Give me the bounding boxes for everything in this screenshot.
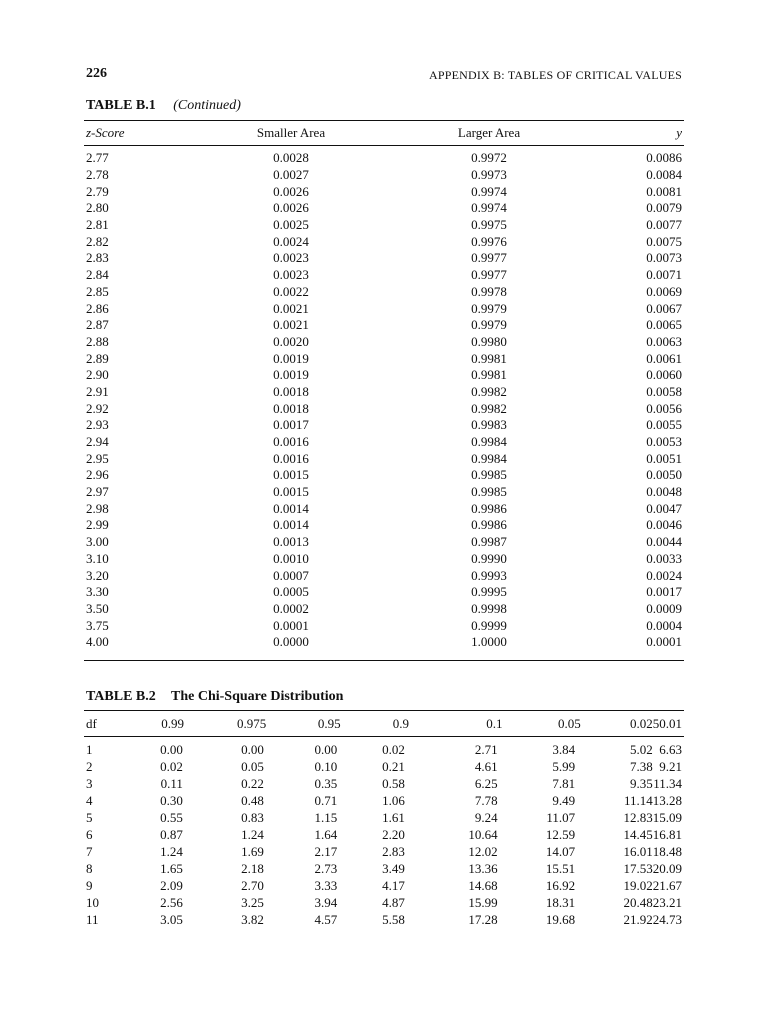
df-cell: 10 bbox=[86, 895, 99, 911]
chi-square-value-cell: 21.92 bbox=[623, 912, 653, 928]
smaller-area-cell: 0.0022 bbox=[273, 283, 309, 299]
table-row bbox=[84, 467, 684, 484]
z-score-cell: 2.93 bbox=[86, 417, 109, 433]
chi-square-value-cell: 0.22 bbox=[241, 775, 264, 791]
table-row bbox=[84, 434, 684, 451]
larger-area-cell: 1.0000 bbox=[471, 634, 507, 650]
z-score-cell: 2.85 bbox=[86, 283, 109, 299]
header-probability: 0.05 bbox=[557, 716, 581, 731]
chi-square-value-cell: 15.51 bbox=[545, 861, 576, 877]
larger-area-cell: 0.9974 bbox=[471, 183, 507, 199]
chi-square-value-cell: 6.25 bbox=[474, 775, 498, 791]
larger-area-cell: 0.9998 bbox=[471, 600, 507, 616]
table-row bbox=[84, 826, 684, 843]
table-b2-body bbox=[84, 741, 684, 929]
table-row bbox=[84, 250, 684, 267]
chi-square-value-cell: 19.02 bbox=[623, 878, 653, 894]
z-score-cell: 3.50 bbox=[86, 600, 109, 616]
chi-square-value-cell: 13.28 bbox=[652, 792, 682, 808]
chi-square-value-cell: 0.30 bbox=[160, 792, 183, 808]
table-row bbox=[84, 300, 684, 317]
chi-square-value-cell: 11.14 bbox=[623, 792, 653, 808]
z-score-cell: 2.87 bbox=[86, 317, 109, 333]
smaller-area-cell: 0.0010 bbox=[273, 550, 309, 566]
table-row bbox=[84, 634, 684, 651]
chi-square-value-cell: 5.99 bbox=[552, 758, 576, 774]
table-b2-title: The Chi-Square Distribution bbox=[171, 689, 344, 704]
chi-square-value-cell: 3.33 bbox=[314, 878, 338, 894]
df-cell: 3 bbox=[86, 775, 93, 791]
z-score-cell: 2.81 bbox=[86, 217, 109, 233]
chi-square-value-cell: 6.63 bbox=[659, 741, 682, 757]
table-row bbox=[84, 517, 684, 534]
chi-square-value-cell: 3.05 bbox=[160, 912, 183, 928]
chi-square-value-cell: 20.48 bbox=[623, 895, 653, 911]
chi-square-value-cell: 0.02 bbox=[382, 741, 405, 757]
chi-square-value-cell: 17.28 bbox=[468, 912, 498, 928]
chi-square-value-cell: 0.02 bbox=[160, 758, 183, 774]
table-row bbox=[84, 861, 684, 878]
chi-square-value-cell: 4.87 bbox=[382, 895, 405, 911]
larger-area-cell: 0.9977 bbox=[471, 267, 507, 283]
y-cell: 0.0056 bbox=[646, 400, 682, 416]
table-row bbox=[84, 200, 684, 217]
chi-square-value-cell: 2.71 bbox=[474, 741, 498, 757]
chi-square-value-cell: 11.07 bbox=[546, 809, 576, 825]
larger-area-cell: 0.9980 bbox=[471, 333, 507, 349]
chi-square-value-cell: 0.35 bbox=[314, 775, 338, 791]
y-cell: 0.0086 bbox=[646, 150, 682, 166]
table-row bbox=[84, 384, 684, 401]
smaller-area-cell: 0.0019 bbox=[273, 350, 309, 366]
z-score-cell: 2.98 bbox=[86, 500, 109, 516]
y-cell: 0.0077 bbox=[646, 217, 682, 233]
y-cell: 0.0048 bbox=[646, 484, 682, 500]
table-row bbox=[84, 895, 684, 912]
larger-area-cell: 0.9995 bbox=[471, 584, 507, 600]
table-row bbox=[84, 601, 684, 618]
df-cell: 4 bbox=[86, 792, 93, 808]
larger-area-cell: 0.9984 bbox=[471, 450, 507, 466]
y-cell: 0.0067 bbox=[646, 300, 682, 316]
y-cell: 0.0050 bbox=[646, 467, 682, 483]
smaller-area-cell: 0.0015 bbox=[273, 484, 309, 500]
table-b1-header-rule bbox=[84, 145, 684, 146]
page-number: 226 bbox=[86, 66, 107, 81]
chi-square-value-cell: 24.73 bbox=[652, 912, 682, 928]
smaller-area-cell: 0.0014 bbox=[273, 517, 309, 533]
z-score-cell: 2.94 bbox=[86, 434, 109, 450]
table-row bbox=[84, 350, 684, 367]
table-b1-label: TABLE B.1 bbox=[86, 98, 156, 113]
smaller-area-cell: 0.0005 bbox=[273, 584, 309, 600]
smaller-area-cell: 0.0026 bbox=[273, 183, 309, 199]
table-b1-body bbox=[84, 150, 684, 651]
chi-square-value-cell: 10.64 bbox=[468, 827, 498, 843]
z-score-cell: 3.10 bbox=[86, 550, 109, 566]
table-row bbox=[84, 809, 684, 826]
chi-square-value-cell: 16.92 bbox=[545, 878, 576, 894]
smaller-area-cell: 0.0014 bbox=[273, 500, 309, 516]
y-cell: 0.0046 bbox=[646, 517, 682, 533]
table-b1-bottom-rule bbox=[84, 660, 684, 661]
chi-square-value-cell: 23.21 bbox=[652, 895, 682, 911]
chi-square-value-cell: 12.59 bbox=[545, 827, 576, 843]
z-score-cell: 2.99 bbox=[86, 517, 109, 533]
chi-square-value-cell: 14.07 bbox=[545, 844, 576, 860]
df-cell: 2 bbox=[86, 758, 93, 774]
chi-square-value-cell: 0.21 bbox=[382, 758, 405, 774]
table-row bbox=[84, 317, 684, 334]
header-probability: 0.99 bbox=[161, 716, 184, 731]
chi-square-value-cell: 15.99 bbox=[468, 895, 498, 911]
table-b2-top-rule bbox=[84, 710, 684, 711]
df-cell: 7 bbox=[86, 844, 93, 860]
smaller-area-cell: 0.0007 bbox=[273, 567, 309, 583]
larger-area-cell: 0.9972 bbox=[471, 150, 507, 166]
chi-square-value-cell: 2.56 bbox=[160, 895, 183, 911]
chi-square-value-cell: 18.31 bbox=[545, 895, 576, 911]
y-cell: 0.0004 bbox=[646, 617, 682, 633]
header-larger-area: Larger Area bbox=[457, 125, 521, 140]
table-b1-header bbox=[84, 124, 684, 142]
table-row bbox=[84, 450, 684, 467]
y-cell: 0.0033 bbox=[646, 550, 682, 566]
table-row bbox=[84, 400, 684, 417]
table-row bbox=[84, 417, 684, 434]
table-row bbox=[84, 741, 684, 758]
larger-area-cell: 0.9981 bbox=[471, 350, 507, 366]
chi-square-value-cell: 9.21 bbox=[659, 758, 682, 774]
y-cell: 0.0017 bbox=[646, 584, 682, 600]
z-score-cell: 2.89 bbox=[86, 350, 109, 366]
chi-square-value-cell: 0.55 bbox=[160, 809, 183, 825]
smaller-area-cell: 0.0016 bbox=[273, 450, 309, 466]
z-score-cell: 2.78 bbox=[86, 167, 109, 183]
larger-area-cell: 0.9976 bbox=[471, 233, 507, 249]
chi-square-value-cell: 11.34 bbox=[653, 775, 682, 791]
chi-square-value-cell: 16.01 bbox=[623, 844, 653, 860]
df-cell: 1 bbox=[86, 741, 93, 757]
larger-area-cell: 0.9984 bbox=[471, 434, 507, 450]
table-row bbox=[84, 484, 684, 501]
chi-square-value-cell: 3.94 bbox=[314, 895, 338, 911]
table-row bbox=[84, 534, 684, 551]
chi-square-value-cell: 14.45 bbox=[623, 827, 653, 843]
chi-square-value-cell: 0.00 bbox=[241, 741, 264, 757]
chi-square-value-cell: 1.24 bbox=[241, 827, 264, 843]
chi-square-value-cell: 12.02 bbox=[468, 844, 498, 860]
larger-area-cell: 0.9990 bbox=[471, 550, 507, 566]
table-row bbox=[84, 183, 684, 200]
df-cell: 8 bbox=[86, 861, 93, 877]
smaller-area-cell: 0.0026 bbox=[273, 200, 309, 216]
larger-area-cell: 0.9977 bbox=[471, 250, 507, 266]
chi-square-value-cell: 1.64 bbox=[314, 827, 338, 843]
table-row bbox=[84, 267, 684, 284]
table-row bbox=[84, 617, 684, 634]
z-score-cell: 2.91 bbox=[86, 383, 109, 399]
table-b1-title: (Continued) bbox=[173, 98, 241, 113]
chi-square-value-cell: 4.57 bbox=[314, 912, 338, 928]
header-df: df bbox=[86, 716, 97, 731]
z-score-cell: 2.92 bbox=[86, 400, 109, 416]
chi-square-value-cell: 0.10 bbox=[314, 758, 338, 774]
header-probability: 0.95 bbox=[317, 716, 341, 731]
table-row bbox=[84, 551, 684, 568]
z-score-cell: 3.20 bbox=[86, 567, 109, 583]
chi-square-value-cell: 13.36 bbox=[468, 861, 498, 877]
larger-area-cell: 0.9986 bbox=[471, 517, 507, 533]
chi-square-value-cell: 2.73 bbox=[314, 861, 338, 877]
z-score-cell: 2.79 bbox=[86, 183, 109, 199]
smaller-area-cell: 0.0028 bbox=[273, 150, 309, 166]
larger-area-cell: 0.9987 bbox=[471, 534, 507, 550]
chi-square-value-cell: 1.24 bbox=[160, 844, 183, 860]
chi-square-value-cell: 0.71 bbox=[314, 792, 338, 808]
chi-square-value-cell: 3.82 bbox=[241, 912, 264, 928]
smaller-area-cell: 0.0023 bbox=[273, 250, 309, 266]
y-cell: 0.0084 bbox=[646, 167, 682, 183]
larger-area-cell: 0.9981 bbox=[471, 367, 507, 383]
y-cell: 0.0060 bbox=[646, 367, 682, 383]
larger-area-cell: 0.9979 bbox=[471, 300, 507, 316]
larger-area-cell: 0.9979 bbox=[471, 317, 507, 333]
z-score-cell: 2.88 bbox=[86, 333, 109, 349]
z-score-cell: 2.83 bbox=[86, 250, 109, 266]
chi-square-value-cell: 7.38 bbox=[630, 758, 653, 774]
table-b2-header-rule bbox=[84, 736, 684, 737]
z-score-cell: 2.77 bbox=[86, 150, 109, 166]
smaller-area-cell: 0.0001 bbox=[273, 617, 309, 633]
larger-area-cell: 0.9973 bbox=[471, 167, 507, 183]
chi-square-value-cell: 0.05 bbox=[241, 758, 264, 774]
df-cell: 6 bbox=[86, 827, 93, 843]
smaller-area-cell: 0.0020 bbox=[273, 333, 309, 349]
chi-square-value-cell: 15.09 bbox=[652, 809, 682, 825]
y-cell: 0.0044 bbox=[646, 534, 682, 550]
chi-square-value-cell: 1.61 bbox=[382, 809, 405, 825]
header-probability: 0.1 bbox=[486, 716, 503, 731]
table-b2-caption bbox=[86, 689, 343, 705]
chi-square-value-cell: 3.25 bbox=[241, 895, 264, 911]
chi-square-value-cell: 2.09 bbox=[160, 878, 183, 894]
chi-square-value-cell: 0.83 bbox=[241, 809, 264, 825]
larger-area-cell: 0.9982 bbox=[471, 383, 507, 399]
df-cell: 9 bbox=[86, 878, 93, 894]
table-row bbox=[84, 758, 684, 775]
chi-square-value-cell: 7.81 bbox=[552, 775, 576, 791]
z-score-cell: 3.30 bbox=[86, 584, 109, 600]
chi-square-value-cell: 21.67 bbox=[652, 878, 682, 894]
table-row bbox=[84, 912, 684, 929]
header-probability: 0.975 bbox=[237, 716, 267, 731]
table-row bbox=[84, 150, 684, 167]
z-score-cell: 4.00 bbox=[86, 634, 109, 650]
z-score-cell: 2.97 bbox=[86, 484, 109, 500]
chi-square-value-cell: 1.69 bbox=[241, 844, 264, 860]
chi-square-value-cell: 9.24 bbox=[474, 809, 498, 825]
chi-square-value-cell: 0.48 bbox=[241, 792, 264, 808]
z-score-cell: 2.90 bbox=[86, 367, 109, 383]
chi-square-value-cell: 18.48 bbox=[652, 844, 682, 860]
header-probability: 0.025 bbox=[630, 716, 660, 731]
chi-square-value-cell: 14.68 bbox=[468, 878, 498, 894]
z-score-cell: 3.00 bbox=[86, 534, 109, 550]
y-cell: 0.0065 bbox=[646, 317, 682, 333]
y-cell: 0.0063 bbox=[646, 333, 682, 349]
smaller-area-cell: 0.0018 bbox=[273, 383, 309, 399]
larger-area-cell: 0.9986 bbox=[471, 500, 507, 516]
y-cell: 0.0058 bbox=[646, 383, 682, 399]
running-head: APPENDIX B: TABLES OF CRITICAL VALUES bbox=[428, 68, 682, 82]
table-row bbox=[84, 167, 684, 184]
smaller-area-cell: 0.0021 bbox=[273, 317, 309, 333]
chi-square-value-cell: 0.87 bbox=[160, 827, 183, 843]
chi-square-value-cell: 16.81 bbox=[652, 827, 682, 843]
y-cell: 0.0075 bbox=[646, 233, 682, 249]
table-b2-label: TABLE B.2 bbox=[86, 689, 156, 704]
y-cell: 0.0079 bbox=[646, 200, 682, 216]
larger-area-cell: 0.9974 bbox=[471, 200, 507, 216]
chi-square-value-cell: 9.49 bbox=[552, 792, 576, 808]
table-b1-caption bbox=[86, 98, 241, 114]
df-cell: 11 bbox=[86, 912, 99, 928]
header-z-score: z-Score bbox=[86, 125, 125, 140]
smaller-area-cell: 0.0025 bbox=[273, 217, 309, 233]
header-smaller-area: Smaller Area bbox=[256, 125, 326, 140]
chi-square-value-cell: 2.18 bbox=[241, 861, 264, 877]
table-row bbox=[84, 584, 684, 601]
z-score-cell: 2.82 bbox=[86, 233, 109, 249]
table-row bbox=[84, 284, 684, 301]
chi-square-value-cell: 2.17 bbox=[314, 844, 338, 860]
chi-square-value-cell: 1.65 bbox=[160, 861, 183, 877]
y-cell: 0.0001 bbox=[646, 634, 682, 650]
larger-area-cell: 0.9978 bbox=[471, 283, 507, 299]
table-row bbox=[84, 367, 684, 384]
chi-square-value-cell: 19.68 bbox=[545, 912, 576, 928]
y-cell: 0.0009 bbox=[646, 600, 682, 616]
smaller-area-cell: 0.0019 bbox=[273, 367, 309, 383]
smaller-area-cell: 0.0017 bbox=[273, 417, 309, 433]
y-cell: 0.0024 bbox=[646, 567, 682, 583]
z-score-cell: 2.84 bbox=[86, 267, 109, 283]
smaller-area-cell: 0.0000 bbox=[273, 634, 309, 650]
y-cell: 0.0047 bbox=[646, 500, 682, 516]
chi-square-value-cell: 2.83 bbox=[382, 844, 405, 860]
chi-square-value-cell: 12.83 bbox=[623, 809, 653, 825]
y-cell: 0.0081 bbox=[646, 183, 682, 199]
chi-square-value-cell: 17.53 bbox=[623, 861, 653, 877]
table-row bbox=[84, 844, 684, 861]
larger-area-cell: 0.9985 bbox=[471, 467, 507, 483]
smaller-area-cell: 0.0027 bbox=[273, 167, 309, 183]
y-cell: 0.0069 bbox=[646, 283, 682, 299]
chi-square-value-cell: 9.35 bbox=[630, 775, 653, 791]
y-cell: 0.0051 bbox=[646, 450, 682, 466]
table-row bbox=[84, 233, 684, 250]
smaller-area-cell: 0.0015 bbox=[273, 467, 309, 483]
table-row bbox=[84, 792, 684, 809]
df-cell: 5 bbox=[86, 809, 93, 825]
chi-square-value-cell: 5.02 bbox=[630, 741, 653, 757]
chi-square-value-cell: 3.84 bbox=[552, 741, 576, 757]
header-y: y bbox=[676, 125, 682, 140]
larger-area-cell: 0.9993 bbox=[471, 567, 507, 583]
smaller-area-cell: 0.0018 bbox=[273, 400, 309, 416]
chi-square-value-cell: 5.58 bbox=[382, 912, 405, 928]
chi-square-value-cell: 0.00 bbox=[314, 741, 338, 757]
chi-square-value-cell: 1.06 bbox=[382, 792, 405, 808]
table-b2-header bbox=[84, 714, 684, 734]
y-cell: 0.0053 bbox=[646, 434, 682, 450]
smaller-area-cell: 0.0024 bbox=[273, 233, 309, 249]
z-score-cell: 2.80 bbox=[86, 200, 109, 216]
z-score-cell: 2.95 bbox=[86, 450, 109, 466]
smaller-area-cell: 0.0013 bbox=[273, 534, 309, 550]
chi-square-value-cell: 4.61 bbox=[474, 758, 498, 774]
header-probability: 0.9 bbox=[392, 716, 409, 731]
table-row bbox=[84, 500, 684, 517]
chi-square-value-cell: 1.15 bbox=[314, 809, 338, 825]
table-b1-top-rule bbox=[84, 120, 684, 121]
larger-area-cell: 0.9975 bbox=[471, 217, 507, 233]
chi-square-value-cell: 3.49 bbox=[382, 861, 405, 877]
y-cell: 0.0073 bbox=[646, 250, 682, 266]
z-score-cell: 2.86 bbox=[86, 300, 109, 316]
larger-area-cell: 0.9985 bbox=[471, 484, 507, 500]
smaller-area-cell: 0.0016 bbox=[273, 434, 309, 450]
chi-square-value-cell: 20.09 bbox=[652, 861, 682, 877]
chi-square-value-cell: 7.78 bbox=[474, 792, 498, 808]
smaller-area-cell: 0.0021 bbox=[273, 300, 309, 316]
chi-square-value-cell: 0.11 bbox=[160, 775, 183, 791]
table-row bbox=[84, 567, 684, 584]
table-row bbox=[84, 775, 684, 792]
smaller-area-cell: 0.0002 bbox=[273, 600, 309, 616]
z-score-cell: 3.75 bbox=[86, 617, 109, 633]
smaller-area-cell: 0.0023 bbox=[273, 267, 309, 283]
larger-area-cell: 0.9983 bbox=[471, 417, 507, 433]
larger-area-cell: 0.9999 bbox=[471, 617, 507, 633]
chi-square-value-cell: 2.20 bbox=[382, 827, 405, 843]
larger-area-cell: 0.9982 bbox=[471, 400, 507, 416]
chi-square-value-cell: 4.17 bbox=[382, 878, 405, 894]
y-cell: 0.0071 bbox=[646, 267, 682, 283]
table-row bbox=[84, 334, 684, 351]
z-score-cell: 2.96 bbox=[86, 467, 109, 483]
y-cell: 0.0055 bbox=[646, 417, 682, 433]
table-row bbox=[84, 217, 684, 234]
header-probability: 0.01 bbox=[659, 716, 682, 731]
chi-square-value-cell: 0.00 bbox=[160, 741, 183, 757]
chi-square-value-cell: 0.58 bbox=[382, 775, 405, 791]
chi-square-value-cell: 2.70 bbox=[241, 878, 264, 894]
y-cell: 0.0061 bbox=[646, 350, 682, 366]
table-row bbox=[84, 878, 684, 895]
